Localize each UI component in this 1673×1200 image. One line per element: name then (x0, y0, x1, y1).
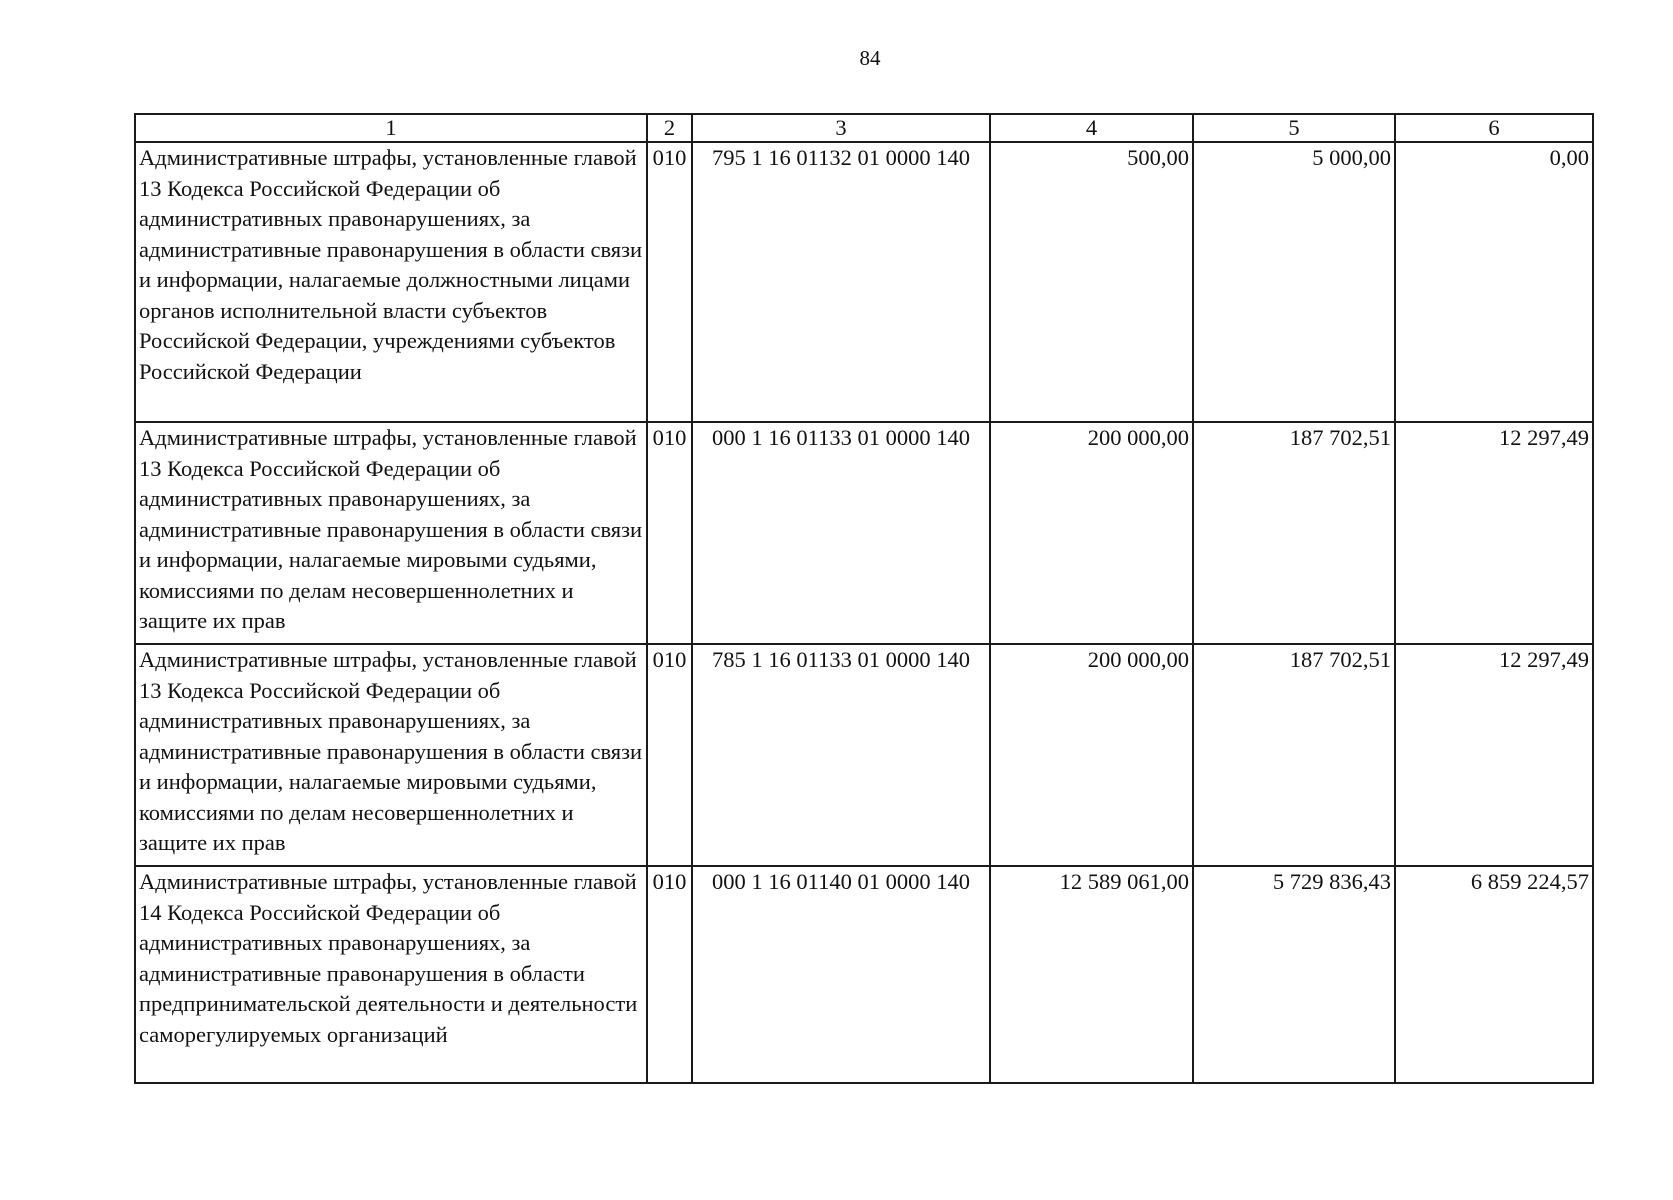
unexecuted-amount-cell: 0,00 (1395, 142, 1593, 422)
income-code-cell: 795 1 16 01132 01 0000 140 (692, 142, 990, 422)
income-name-cell: Административные штрафы, установленные главой 13 Кодекса Российской Федерации об административных правонарушениях, за административные правонарушения в области связи и информации, налагаемые мировыми судьями, комиссиями по делам несовершеннолетних и защите их прав (135, 644, 647, 866)
income-table (134, 113, 1594, 1084)
approved-amount-cell: 12 589 061,00 (990, 866, 1193, 1083)
approved-amount-cell: 200 000,00 (990, 644, 1193, 866)
column-header: 3 (692, 114, 990, 142)
income-code-cell: 000 1 16 01133 01 0000 140 (692, 422, 990, 644)
unexecuted-amount-cell: 12 297,49 (1395, 422, 1593, 644)
approved-amount-cell: 500,00 (990, 142, 1193, 422)
table-row (135, 422, 1593, 644)
income-code-cell: 000 1 16 01140 01 0000 140 (692, 866, 990, 1083)
line-code-cell: 010 (647, 422, 692, 644)
column-header: 4 (990, 114, 1193, 142)
executed-amount-cell: 187 702,51 (1193, 422, 1395, 644)
column-header: 6 (1395, 114, 1593, 142)
table-header-row (135, 114, 1593, 142)
line-code-cell: 010 (647, 866, 692, 1083)
page-number: 84 (859, 46, 881, 70)
income-code-cell: 785 1 16 01133 01 0000 140 (692, 644, 990, 866)
column-header: 1 (135, 114, 647, 142)
income-name-cell: Административные штрафы, установленные главой 13 Кодекса Российской Федерации об административных правонарушениях, за административные правонарушения в области связи и информации, налагаемые мировыми судьями, комиссиями по делам несовершеннолетних и защите их прав (135, 422, 647, 644)
income-name-cell: Административные штрафы, установленные главой 14 Кодекса Российской Федерации об административных правонарушениях, за административные правонарушения в области предпринимательской деятельности и деятельности саморегулируемых организаций (135, 866, 647, 1083)
column-header: 5 (1193, 114, 1395, 142)
table-row (135, 142, 1593, 422)
column-header: 2 (647, 114, 692, 142)
executed-amount-cell: 187 702,51 (1193, 644, 1395, 866)
approved-amount-cell: 200 000,00 (990, 422, 1193, 644)
line-code-cell: 010 (647, 142, 692, 422)
table-row (135, 644, 1593, 866)
executed-amount-cell: 5 000,00 (1193, 142, 1395, 422)
line-code-cell: 010 (647, 644, 692, 866)
executed-amount-cell: 5 729 836,43 (1193, 866, 1395, 1083)
unexecuted-amount-cell: 6 859 224,57 (1395, 866, 1593, 1083)
unexecuted-amount-cell: 12 297,49 (1395, 644, 1593, 866)
income-name-cell: Административные штрафы, установленные главой 13 Кодекса Российской Федерации об административных правонарушениях, за административные правонарушения в области связи и информации, налагаемые должностными лицами органов исполнительной власти субъектов Российской Федерации, учреждениями субъектов Российской Федерации (135, 142, 647, 422)
table-row (135, 866, 1593, 1083)
